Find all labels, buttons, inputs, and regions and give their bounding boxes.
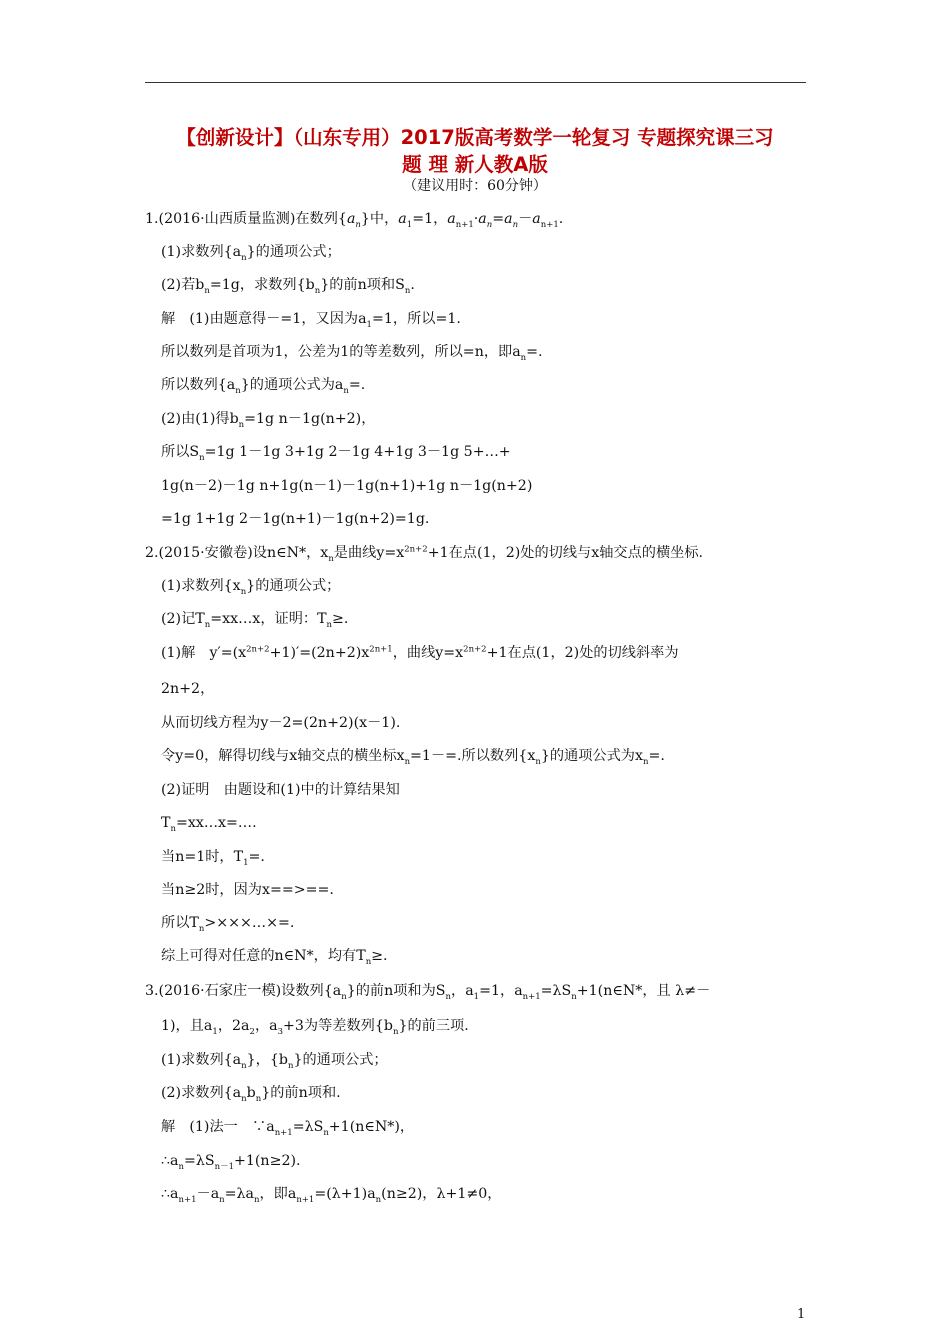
q2-sol-line-6: $T_n=xx\dots x=\dots$. [161,815,257,834]
q2-part2: (2)记$T_n=xx\dots x$，证明：$T_n\ge$. [161,611,349,630]
q2-sol-line-3: 从而切线方程为y－2=(2n+2)(x－1). [161,715,401,731]
q2-sol-line-4: 令y=0，解得切线与x轴交点的横坐标$x_n=1-=$.所以数列$\{x_n\}$的通项公式为$x_n=$. [161,748,665,767]
q3-part1: (1)求数列$\{a_n\}$，$\{b_n\}$的通项公式； [161,1052,388,1071]
q1-sol-line-2: 所以数列是首项为1，公差为1的等差数列，所以=n，即$a_n=$. [161,344,543,363]
q2-sol-line-2: 2n+2， [161,681,215,697]
q3-part2: (2)求数列$\{a_nb_n\}$的前n项和. [161,1085,341,1104]
q2-sol-line-1: (1)解 $y'=(x^{2n+2}+1)'=(2n+2)x^{2n+1}$，曲线$y=x^{2n+2}+1$在点(1，2)处的切线斜率为 [161,644,679,661]
q2-sol-line-8: 当n≥2时，因为x==>==. [161,882,334,898]
q1-part1: (1)求数列$\{a_n\}$的通项公式； [161,244,341,263]
q2-stem: 2.(2015·安徽卷)设n∈N*，$x_n$是曲线$y=x^{2n+2}+1$在点(1，2)处的切线与x轴交点的横坐标. [145,544,704,564]
title-line-2: 题 理 新人教A版 [402,153,548,176]
q2-sol-line-10: 综上可得对任意的n∈N*，均有$T_n\ge$. [161,948,388,967]
q1-sol-line-3: 所以数列$\{a_n\}$的通项公式为$a_n=$. [161,377,366,396]
header-rule [145,82,806,83]
document-title [100,124,850,178]
q3-stem-line-2: 1)，且$a_1$，$2a_2$，$a_3+3$为等差数列$\{b_n\}$的前三项. [161,1018,469,1037]
q1-part2: (2)若$b_n=1g$，求数列$\{b_n\}$的前n项和$S_n$. [161,277,415,296]
q2-sol-line-7: 当n=1时，$T_1=$. [161,849,265,868]
q2-sol-line-9: 所以$T_n>\times\times\times\dots\times=$. [161,915,295,934]
q3-stem-line-1: 3.(2016·石家庄一模)设数列$\{a_n\}$的前n项和为$S_n$，$a_1=1$，$a_{n+1}=\lambda S_n+1(n\in N*$，且 λ≠－ [145,983,711,1002]
q2-sol-line-5: (2)证明 由题设和(1)中的计算结果知 [161,782,400,798]
q1-sol-line-4: (2)由(1)得$b_n=1g$ n－1g(n+2)， [161,411,376,430]
q3-sol-line-1: 解 (1)法一 $\because a_{n+1}=\lambda S_n+1(n\in N*)$， [161,1119,415,1138]
q2-part1: (1)求数列$\{x_n\}$的通项公式； [161,578,341,597]
q1-sol-line-6: 1g(n－2)－1g n+1g(n－1)－1g(n+1)+1g n－1g(n+2) [161,478,533,494]
page-number: 1 [797,1307,806,1322]
q3-sol-line-2: $\therefore a_n=\lambda S_{n-1}+1(n\ge 2)$. [161,1153,301,1172]
q1-sol-line-5: 所以$S_n=1g$ 1－1g 3+1g 2－1g 4+1g 3－1g 5+…+ [161,444,511,463]
q1-sol-line-1: 解 (1)由题意得－=1，又因为$a_1=1$，所以=1. [161,311,461,330]
q1-stem: 1.(2016·山西质量监测)在数列$\{a_n\}$中，$a_1=1$，$a_{n+1}\cdot a_n=a_n-a_{n+1}$. [145,211,564,230]
time-note: （建议用时：60分钟） [403,178,547,194]
q3-sol-line-3: $\therefore a_{n+1}-a_n=\lambda a_n$，即$a_{n+1}=(\lambda+1)a_n(n\ge 2)$，λ+1≠0， [161,1186,502,1205]
q1-sol-line-7: =1g 1+1g 2－1g(n+1)－1g(n+2)=1g. [161,511,430,527]
title-line-1: 【创新设计】（山东专用）2017版高考数学一轮复习 专题探究课三习 [176,126,774,149]
